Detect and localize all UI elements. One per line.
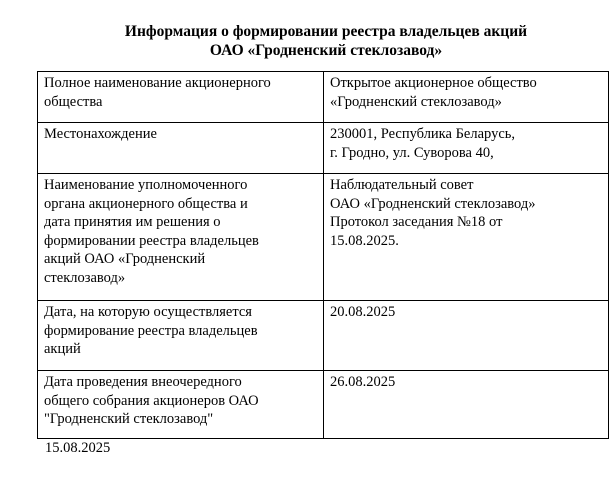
row-value: Наблюдательный совет ОАО «Гродненский стеклозавод» Протокол заседания №18 от 15.08.2025.: [324, 174, 609, 301]
row-label: Дата проведения внеочередного общего собрания акционеров ОАО "Гродненский стеклозавод": [38, 371, 324, 439]
row-label: Наименование уполномоченного органа акционерного общества и дата принятия им решения о формировании реестра владельцев акций ОАО «Гродненский стеклозавод»: [38, 174, 324, 301]
table-row-full-name: [38, 72, 609, 123]
row-value: Открытое акционерное общество «Гродненский стеклозавод»: [324, 72, 609, 123]
row-value: 230001, Республика Беларусь, г. Гродно, ул. Суворова 40,: [324, 123, 609, 174]
table-row-authorized-body: [38, 174, 609, 301]
row-value: 20.08.2025: [324, 301, 609, 371]
row-label: Полное наименование акционерного общества: [38, 72, 324, 123]
document-title-line-2: ОАО «Гродненский стеклозавод»: [209, 42, 443, 59]
register-info-table: [37, 71, 609, 439]
row-label: Местонахождение: [38, 123, 324, 174]
document-title: [0, 22, 610, 60]
row-label: Дата, на которую осуществляется формирование реестра владельцев акций: [38, 301, 324, 371]
table-row-meeting-date: [38, 371, 609, 439]
document-date: 15.08.2025: [45, 440, 111, 456]
table-row-location: [38, 123, 609, 174]
table-row-register-date: [38, 301, 609, 371]
document-title-line-1: Информация о формировании реестра владельцев акций: [124, 23, 528, 40]
row-value: 26.08.2025: [324, 371, 609, 439]
